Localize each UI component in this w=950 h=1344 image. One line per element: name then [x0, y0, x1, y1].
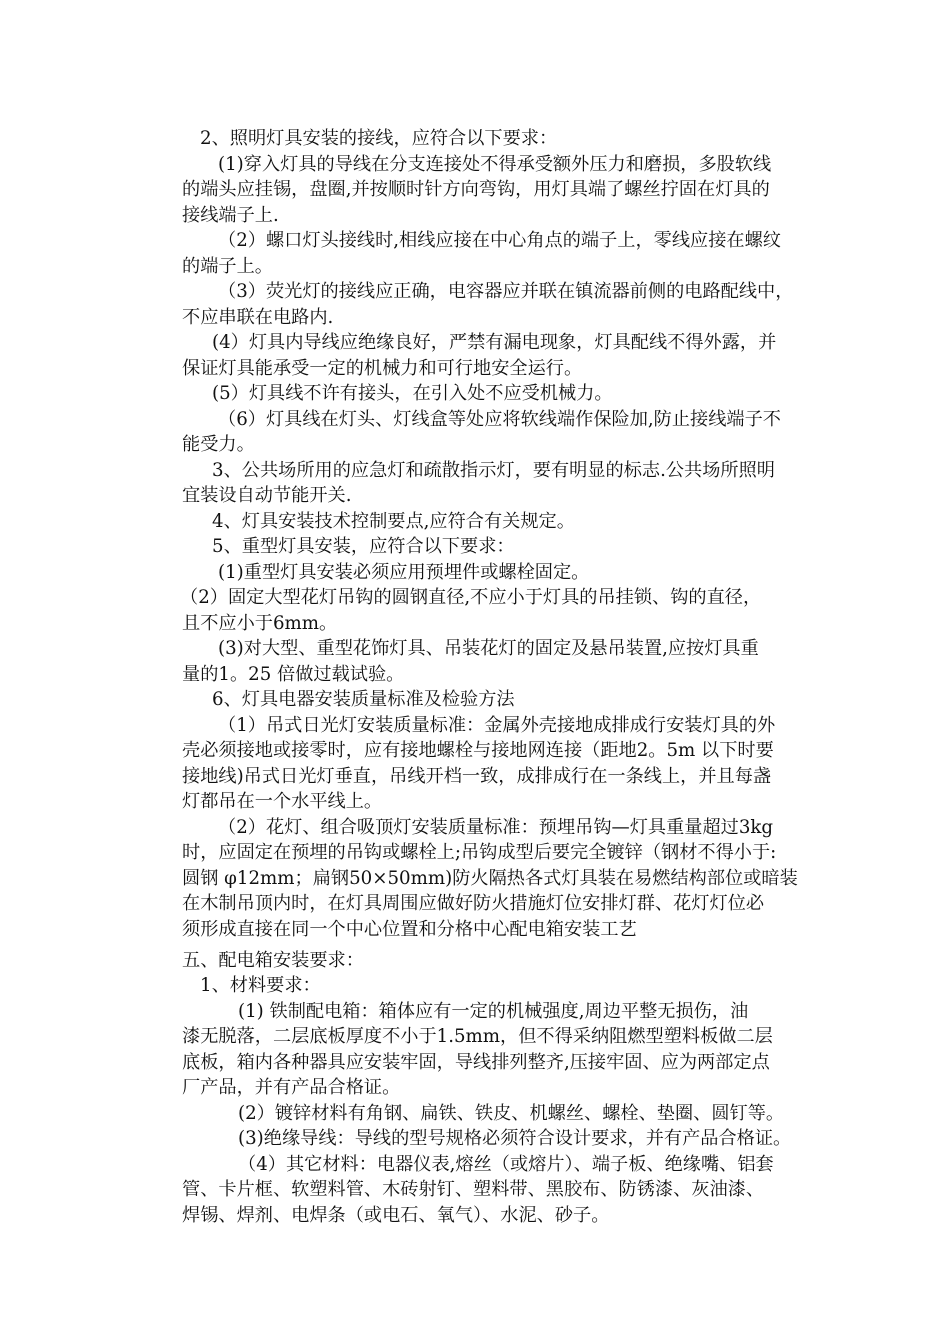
text-line: （2）花灯、组合吸顶灯安装质量标准：预埋吊钩—灯具重量超过3kg: [218, 817, 774, 838]
text-line: (1) 铁制配电箱：箱体应有一定的机械强度,周边平整无损伤，油: [238, 1001, 749, 1022]
text-line: 圆钢 φ12mm；扁钢50×50mm)防火隔热各式灯具装在易燃结构部位或暗装: [182, 868, 798, 889]
text-line: 焊锡、焊剂、电焊条（或电石、氧气）、水泥、砂子。: [182, 1205, 610, 1226]
text-line: 厂产品，并有产品合格证。: [182, 1077, 401, 1098]
text-line: 灯都吊在一个水平线上。: [182, 791, 383, 812]
text-line: (1)穿入灯具的导线在分支连接处不得承受额外压力和磨损，多股软线: [218, 154, 772, 175]
text-line: 漆无脱落，二层底板厚度不小于1.5mm，但不得采纳阻燃型塑料板做二层: [182, 1026, 773, 1047]
text-line: 接线端子上.: [182, 205, 279, 226]
text-line: 6、灯具电器安装质量标准及检验方法: [212, 689, 515, 710]
text-line: (4）灯具内导线应绝缘良好，严禁有漏电现象，灯具配线不得外露，并: [212, 332, 777, 353]
text-line: (2）镀锌材料有角钢、扁铁、铁皮、机螺丝、螺栓、垫圈、圆钉等。: [238, 1103, 785, 1124]
text-line: 能受力。: [182, 434, 255, 455]
text-line: 不应串联在电路内.: [182, 307, 334, 328]
text-line: （2）螺口灯头接线时,相线应接在中心角点的端子上，零线应接在螺纹: [218, 230, 781, 251]
text-line: 4、灯具安装技术控制要点,应符合有关规定。: [212, 511, 575, 532]
text-line: 且不应小于6mm。: [182, 613, 338, 634]
text-line: 管、卡片框、软塑料管、木砖射钉、塑料带、黑胶布、防锈漆、灰油漆、: [182, 1179, 765, 1200]
text-line: 须形成直接在同一个中心位置和分格中心配电箱安装工艺: [182, 919, 637, 940]
text-line: 量的1。25 倍做过载试验。: [182, 664, 405, 685]
text-line: （3）荧光灯的接线应正确，电容器应并联在镇流器前侧的电路配线中，: [218, 281, 794, 302]
text-line: （1）吊式日光灯安装质量标准：金属外壳接地成排成行安装灯具的外: [218, 715, 776, 736]
text-line: 的端子上。: [182, 256, 273, 277]
text-line: （2）固定大型花灯吊钩的圆钢直径,不应小于灯具的吊挂锁、钩的直径，: [180, 587, 762, 608]
text-line: 的端头应挂锡，盘圈,并按顺时针方向弯钩，用灯具端了螺丝拧固在灯具的: [182, 179, 770, 200]
text-line: 3、公共场所用的应急灯和疏散指示灯，要有明显的标志.公共场所照明: [212, 460, 775, 481]
text-line: (3)绝缘导线：导线的型号规格必须符合设计要求，并有产品合格证。: [238, 1128, 792, 1149]
text-line: 接地线)吊式日光灯垂直，吊线开档一致，成排成行在一条线上，并且每盏: [182, 766, 772, 787]
text-line: 宜装设自动节能开关.: [182, 485, 352, 506]
text-line: (1)重型灯具安装必须应用预埋件或螺栓固定。: [218, 562, 590, 583]
text-line: (5）灯具线不许有接头，在引入处不应受机械力。: [212, 383, 613, 404]
text-line: （4）其它材料：电器仪表,熔丝（或熔片）、端子板、绝缘嘴、铝套: [238, 1154, 774, 1175]
text-line: 2、照明灯具安装的接线，应符合以下要求：: [200, 128, 558, 149]
text-line: 在木制吊顶内时，在灯具周围应做好防火措施灯位安排灯群、花灯灯位必: [182, 893, 765, 914]
text-line: 5、重型灯具安装，应符合以下要求：: [212, 536, 515, 557]
section-heading: 五、配电箱安装要求：: [182, 950, 364, 971]
text-line: （6）灯具线在灯头、灯线盒等处应将软线端作保险加,防止接线端子不: [218, 409, 781, 430]
text-line: 壳必须接地或接零时，应有接地螺栓与接地网连接（距地2。5m 以下时要: [182, 740, 774, 761]
text-line: 底板，箱内各种器具应安装牢固，导线排列整齐,压接牢固、应为两部定点: [182, 1052, 770, 1073]
text-line: 时，应固定在预埋的吊钩或螺栓上;吊钩成型后要完全镀锌（钢材不得小于:: [182, 842, 777, 863]
text-line: 保证灯具能承受一定的机械力和可行地安全运行。: [182, 358, 583, 379]
text-line: 1、材料要求：: [200, 975, 321, 996]
text-line: (3)对大型、重型花饰灯具、吊装花灯的固定及悬吊装置,应按灯具重: [218, 638, 759, 659]
